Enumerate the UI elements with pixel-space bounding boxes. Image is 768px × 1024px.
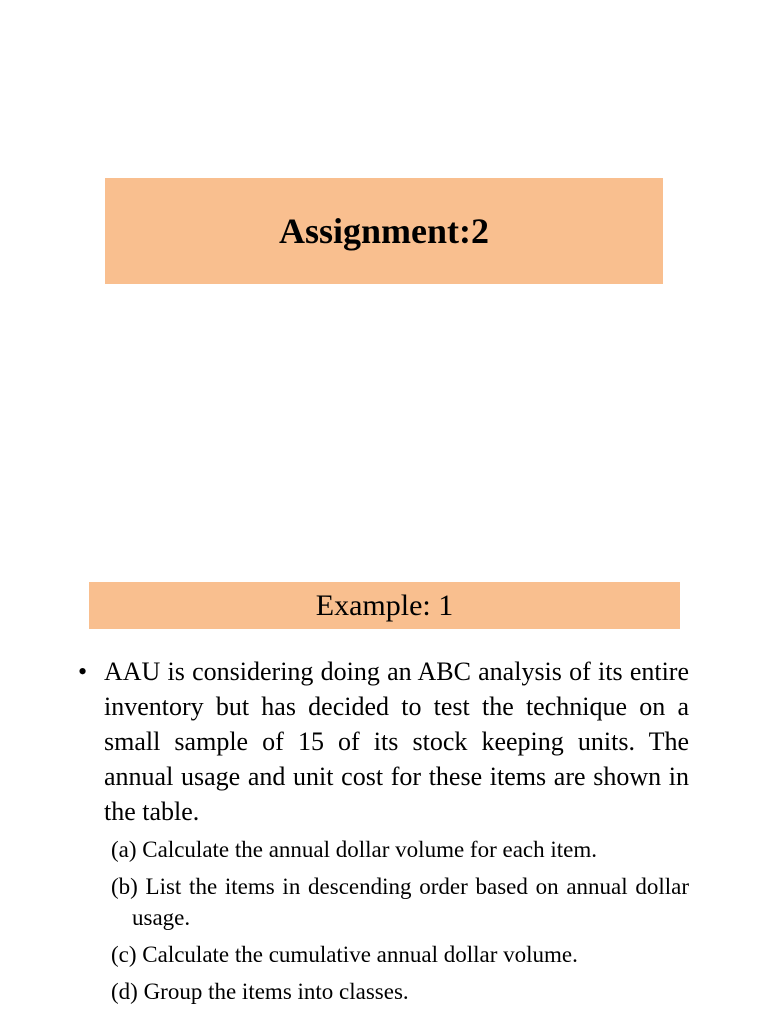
- task-item-c: (c) Calculate the cumulative annual dollar volume.: [111, 942, 578, 967]
- example-heading: Example: 1: [315, 588, 454, 622]
- task-item-b: (b) List the items in descending order based on annual dollar usage.: [111, 874, 689, 930]
- example-banner: [89, 582, 680, 629]
- task-item-a: (a) Calculate the annual dollar volume for each item.: [111, 837, 597, 862]
- bullet-marker: •: [78, 657, 88, 686]
- page-title: Assignment:2: [278, 211, 489, 251]
- problem-statement: [78, 654, 689, 829]
- bullet-item: [78, 654, 689, 829]
- title-banner: [105, 178, 663, 284]
- task-item-d: (d) Group the items into classes.: [111, 979, 409, 1004]
- task-list: [111, 834, 689, 1013]
- bullet-text: AAU is considering doing an ABC analysis of its entire inventory but has decided to test the technique on a small sample of 15 of its stock keeping units. The annual usage and unit cost for these items are shown in the table.: [104, 657, 689, 826]
